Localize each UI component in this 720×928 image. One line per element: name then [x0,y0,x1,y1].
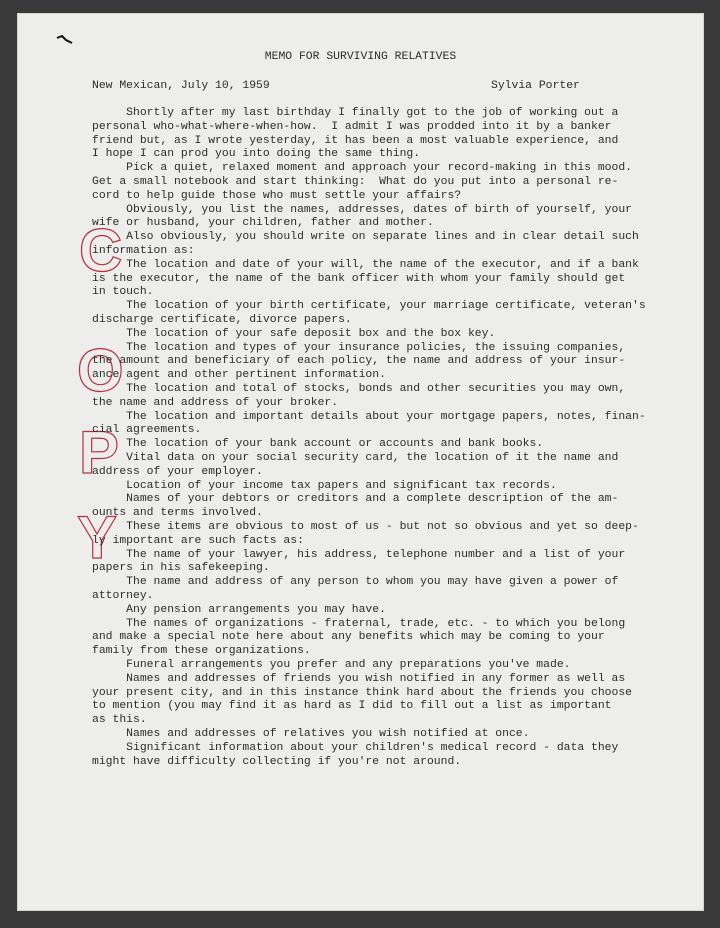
memo-line: your present city, and in this instance think hard about the friends you choose [92,686,633,699]
memo-line: personal who-what-where-when-how. I admit I was prodded into it by a banker [92,120,612,133]
memo-line: The location and date of your will, the name of the executor, and if a bank [92,258,639,271]
memo-line: and make a special note here about any benefits which may be coming to your [92,631,605,644]
memo-line: The location and important details about your mortgage papers, notes, finan- [92,410,646,423]
memo-line: Vital data on your social security card, the location of it the name and [92,452,619,464]
memo-line: These items are obvious to most of us - but not so obvious and yet so deep- [92,521,639,533]
ink-mark-icon [56,35,74,45]
memo-author: Sylvia Porter [491,80,580,92]
memo-line: cial agreements. [92,424,202,437]
memo-line: The names of organizations - fraternal, trade, etc. - to which you belong [92,617,626,630]
memo-line: The location and types of your insurance policies, the issuing companies, [92,341,626,354]
memo-line: The location of your safe deposit box and the box key. [92,327,496,340]
memo-line: Get a small notebook and start thinking: What do you put into a personal re- [92,176,619,188]
memo-line: Obviously, you list the names, addresses, dates of birth of yourself, your [92,203,633,216]
memo-line: papers in his safekeeping. [92,562,270,575]
memo-line: information as: [92,245,195,257]
memo-line: The location of your birth certificate, your marriage certificate, veteran's [92,300,646,313]
memo-line: The name and address of any person to whom you may have given a power of [92,576,619,589]
memo-line: address of your employer. [92,465,263,478]
memo-dateline: New Mexican, July 10, 1959 [92,80,270,92]
memo-line: the name and address of your broker. [92,396,339,409]
memo-line: to mention (you may find it as hard as I did to fill out a list as important [92,700,612,713]
memo-line: the amount and beneficiary of each policy, the name and address of your insur- [92,355,626,368]
memo-line: as this. [92,714,147,727]
stamp-letter-o: O [77,337,124,404]
memo-line: I hope I can prod you into doing the same thing. [92,148,421,161]
stamp-letter-y: Y [77,504,118,571]
memo-line: discharge certificate, divorce papers. [92,314,352,326]
memo-line: wife or husband, your children, father and mother. [92,217,434,230]
memo-line: The location and total of stocks, bonds and other securities you may own, [92,383,626,395]
stamp-letter-c: C [79,217,123,284]
memo-line: ounts and terms involved. [92,507,263,520]
memo-line: Location of your income tax papers and significant tax records. [92,479,557,492]
memo-line: Also obviously, you should write on separate lines and in clear detail such [92,231,639,244]
memo-line: ance agent and other pertinent information. [92,369,386,382]
memo-line: Any pension arrangements you may have. [92,603,386,616]
memo-title: MEMO FOR SURVIVING RELATIVES [264,51,457,63]
memo-line: Significant information about your children's medical record - data they [92,741,619,754]
memo-line: Names and addresses of friends you wish notified in any former as well as [92,672,626,685]
memo-line: The location of your bank account or accounts and bank books. [92,438,544,451]
memo-line: in touch. [92,286,154,299]
memo-line: Pick a quiet, relaxed moment and approach your record-making in this mood. [92,162,633,175]
stamp-letter-p: P [79,419,120,486]
memo-line: might have difficulty collecting if you're not around. [92,755,462,768]
memo-line: is the executor, the name of the bank officer with whom your family should get [92,272,626,285]
memo-line: ly important are such facts as: [92,534,304,547]
memo-line: Funeral arrangements you prefer and any preparations you've made. [92,659,571,671]
memo-line: cord to help guide those who must settle your affairs? [92,189,462,202]
memo-line: Shortly after my last birthday I finally got to the job of working out a [92,107,619,119]
memo-line: family from these organizations. [92,645,311,658]
memo-line: friend but, as I wrote yesterday, it has been a most valuable experience, and [92,134,619,147]
memo-line: The name of your lawyer, his address, telephone number and a list of your [92,548,626,561]
memo-line: Names and addresses of relatives you wish notified at once. [92,728,530,740]
memo-line: Names of your debtors or creditors and a complete description of the am- [92,493,619,506]
memo-page [17,13,704,911]
memo-line: attorney. [92,590,154,602]
